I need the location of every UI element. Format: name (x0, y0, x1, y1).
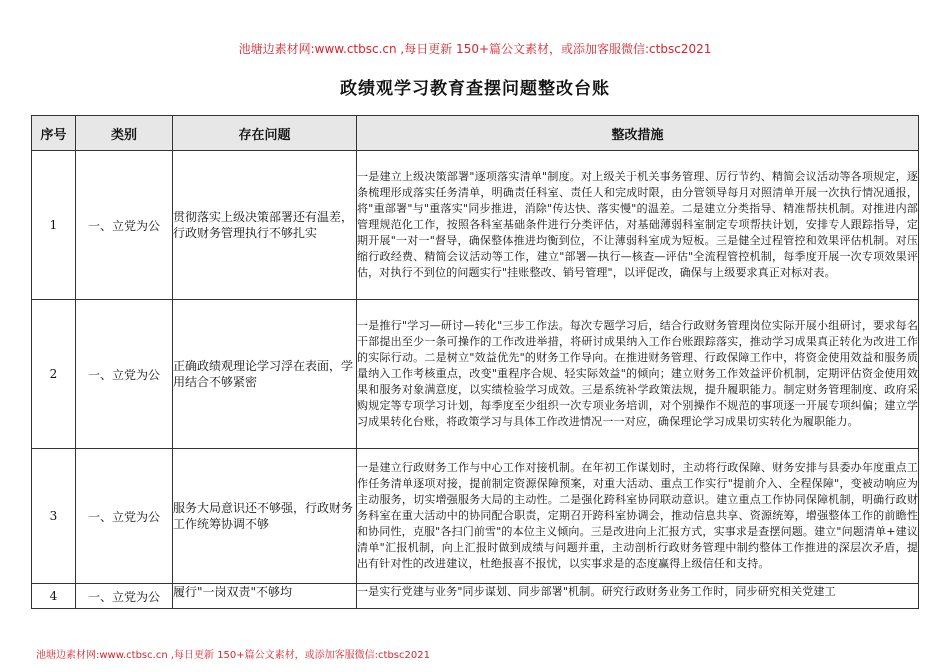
header-watermark-note: 池塘边素材网:www.ctbsc.cn ,每日更新 150+篇公文素材，或添加客服微信:ctbsc2021 (238, 42, 712, 56)
column-header-issue: 存在问题 (173, 116, 357, 151)
row-issue (173, 584, 357, 609)
row-category: 一、立党为公 (76, 151, 173, 300)
footer-watermark-note: 池塘边素材网:www.ctbsc.cn ,每日更新 150+篇公文素材，或添加客服微信:ctbsc2021 (36, 650, 430, 661)
row-measure-text: 一是实行党建与业务"同步谋划、同步部署"机制。研究行政财务业务工作时，同步研究相关党建工 (357, 585, 836, 598)
table-header-row (32, 116, 919, 151)
document-title: 政绩观学习教育查摆问题整改台账 (340, 79, 610, 99)
row-issue: 服务大局意识还不够强，行政财务工作统筹协调不够 (173, 449, 357, 584)
table-row (32, 151, 919, 300)
column-header-category: 类别 (76, 116, 173, 151)
column-header-measure: 整改措施 (357, 116, 919, 151)
column-header-seq: 序号 (32, 116, 76, 151)
table-row (32, 584, 919, 609)
row-seq: 3 (32, 449, 76, 584)
row-issue: 贯彻落实上级决策部署还有温差，行政财务管理执行不够扎实 (173, 151, 357, 300)
row-category: 一、立党为公 (76, 584, 173, 609)
row-measure: 一是建立上级决策部署"逐项落实清单"制度。对上级关于机关事务管理、厉行节约、精简会议活动等各项规定，逐条梳理形成落实任务清单，明确责任科室、责任人和完成时限，由分管领导每月对照清单开展一次执行情况通报，将"重部署"与"重落实"同步推进，消除"传达快、落实慢"的温差。二是建立分类指导、精准帮扶机制。对推进内部管理规范化工作，按照各科室基础条件进行分类评估，对基础薄弱科室制定专项帮扶计划，安排专人跟踪指导，定期开展"一对一"督导，确保整体推进均衡到位，不让薄弱科室成为短板。三是健全过程管控和效果评估机制。对压缩行政经费、精简会议活动等工作，建立"部署—执行—核查—评估"全流程管控机制，每季度开展一次专项效果评估，对执行不到位的问题实行"挂账整改、销号管理"，以评促改，确保与上级要求真正对标对表。 (357, 151, 919, 300)
row-seq: 2 (32, 300, 76, 449)
row-measure: 一是建立行政财务工作与中心工作对接机制。在年初工作谋划时，主动将行政保障、财务安排与县委办年度重点工作任务清单逐项对接，提前制定资源保障预案，对重大活动、重点工作实行"提前介入、全程保障"，变被动响应为主动服务，切实增强服务大局的主动性。二是强化跨科室协同联动意识。建立重点工作协同保障机制，明确行政财务科室在重大活动中的协同配合职责，定期召开跨科室协调会，推动信息共享、资源统筹，增强整体工作的前瞻性和协同性，克服"各扫门前雪"的本位主义倾向。三是改进向上汇报方式，实事求是查摆问题。建立"问题清单+建议清单"汇报机制，向上汇报时做到成绩与问题并重，主动剖析行政财务管理中制约整体工作推进的深层次矛盾，提出有针对性的改进建议，杜绝报喜不报忧，以实事求是的态度赢得上级信任和支持。 (357, 449, 919, 584)
table-row (32, 300, 919, 449)
row-measure: 一是推行"学习—研讨—转化"三步工作法。每次专题学习后，结合行政财务管理岗位实际开展小组研讨，要求每名干部提出至少一条可操作的工作改进举措，将研讨成果纳入工作台账跟踪落实，推动学习成果真正转化为改进工作的实际行动。二是树立"效益优先"的财务工作导向。在推进财务管理、行政保障工作中，将资金使用效益和服务质量纳入工作考核重点，改变"重程序合规、轻实际效益"的倾向；建立财务工作效益评价机制，定期评估资金使用效果和服务对象满意度，以实绩检验学习成效。三是系统补学政策法规，提升履职能力。制定财务管理制度、政府采购规定等专项学习计划，每季度至少组织一次专项业务培训，对个别操作不规范的事项逐一开展专项纠偏；建立学习成果转化台账，将政策学习与具体工作改进情况一一对应，确保理论学习成果切实转化为履职能力。 (357, 300, 919, 449)
row-seq: 4 (32, 584, 76, 609)
row-issue-text: 履行"一岗双责"不够均 (173, 585, 293, 599)
row-seq: 1 (32, 151, 76, 300)
row-category: 一、立党为公 (76, 300, 173, 449)
row-issue: 正确政绩观理论学习浮在表面，学用结合不够紧密 (173, 300, 357, 449)
table-row (32, 449, 919, 584)
rectification-ledger-table (31, 115, 919, 609)
row-measure (357, 584, 919, 609)
row-category: 一、立党为公 (76, 449, 173, 584)
